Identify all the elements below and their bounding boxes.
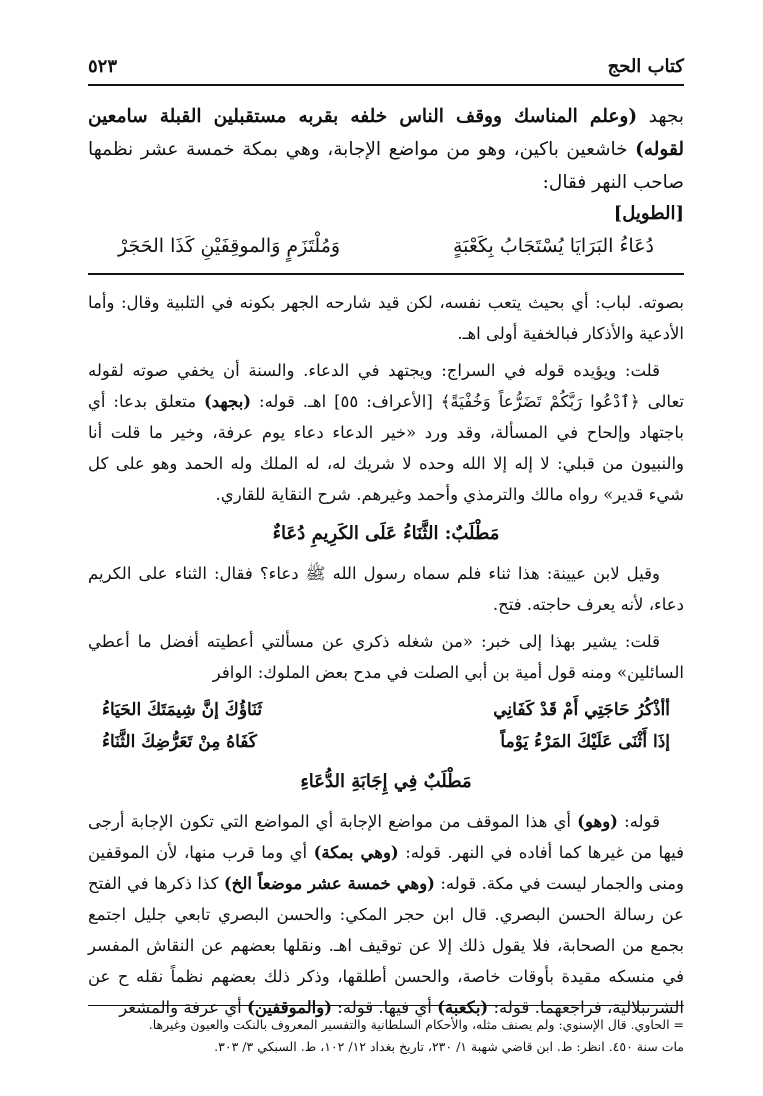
p5-bold-1: (وهو) — [577, 812, 618, 831]
p2-text-c: متعلق بدعا: أي باجتهاد وإلحاح في المسألة، وقد ورد «خير الدعاء دعاء يوم عرفة، وخير ما قلت أنا والنبيون من قبلي: لا إله إلا الله وحده لا شريك له، له الملك وله الحمد وهو على كل شيء قدير» رواه مالك والترمذي وأحمد وغيرهم. شرح النقاية للقاري. — [88, 392, 684, 504]
verse-first-hemistich: دُعَاءُ البَرَايَا يُسْتَجَابُ بِكَعْبَةٍ — [452, 235, 654, 257]
quran-quote: ﴿ٱدْعُوا رَبَّكُمْ تَضَرُّعاً وَخُفْيَةً﴾ — [440, 392, 640, 411]
page-header — [88, 52, 684, 86]
p2-bold: (بجهد) — [203, 392, 252, 411]
p5-text-c: أي هذا الموقف من مواضع الإجابة أي المواضع التي تكون الإجابة أرجى فيها من غيرها كما أفاده في النهر. قوله: — [88, 812, 684, 862]
commentary-paragraph-1: بصوته. لباب: أي بحيث يتعب نفسه، لكن قيد شارحه الجهر بكونه في التلبية وقال: وأما الأدعية والأذكار فبالخفية أولى اهـ. — [88, 293, 684, 343]
matn-text — [88, 100, 684, 199]
p2-text-b: [الأعراف: ٥٥] اهـ. قوله: — [259, 392, 433, 411]
commentary-paragraph-2 — [88, 355, 684, 510]
section-heading-1: مَطْلَبٌ: الثَّنَاءُ عَلَى الكَرِيمِ دُعَاءٌ — [272, 523, 500, 544]
poem-row-1-second: ثَنَاؤُكَ إنَّ شِيمَتَكَ الحَيَاءُ — [102, 700, 263, 720]
commentary-paragraph-3: وقيل لابن عيينة: هذا ثناء فلم سماه رسول الله ﷺ دعاء؟ فقال: الثناء على الكريم دعاء، لأنه يعرف حاجته. فتح. — [88, 564, 684, 614]
section-heading-2: مَطْلَبٌ فِي إِجَابَةِ الدُّعَاءِ — [300, 771, 472, 792]
footnotes — [88, 1005, 684, 1058]
section-divider — [88, 273, 684, 275]
commentary-paragraph-4: قلت: يشير بهذا إلى خبر: «من شغله ذكري عن مسألتي أعطيته أفضل ما أعطي السائلين» ومنه قول أمية بن أبي الصلت في مدح بعض الملوك: الوافر — [88, 632, 684, 682]
poem-row-1 — [88, 694, 684, 726]
page-number: ٥٢٣ — [88, 56, 118, 77]
p5-text-a: قوله: — [624, 812, 660, 831]
p5-text-g: أي عرفة والمشعر — [119, 998, 242, 1017]
matn-rest: خاشعين باكين، وهو من مواضع الإجابة، وهي بمكة خمسة عشر نظمها صاحب النهر فقال: — [88, 139, 684, 193]
p5-bold-2: (وهي بمكة) — [313, 843, 399, 862]
poem-row-2-first: إذَا أَثْنَى عَلَيْكَ المَرْءُ يَوْماً — [500, 732, 670, 752]
footnote-line-2: مات سنة ٤٥٠. انظر: ط. ابن قاضي شهبة ١/ ٢٣٠، تاريخ بغداد ١٢/ ١٠٢، ط. السبكي ٣/ ٣٠٣. — [214, 1039, 684, 1054]
p5-bold-4: (بكعبة) — [437, 998, 489, 1017]
p2-text-a: قلت: ويؤيده قوله في السراج: ويجتهد في الدعاء. والسنة أن يخفي صوته لقوله تعالى — [88, 361, 685, 411]
p5-bold-3: (وهي خمسة عشر موضعاً الخ) — [223, 874, 435, 893]
p5-text-d: أي وما قرب منها، لأن الموقفين ومنى والجمار ليست في مكة. قوله: — [88, 843, 684, 893]
commentary-paragraph-5 — [88, 806, 684, 1023]
p5-text-e: كذا ذكرها في الفتح عن رسالة الحسن البصري. قال ابن حجر المكي: والحسن البصري تابعي جليل اجتمع بجمع من الصحابة، فلا يقول ذلك إلا عن توقيف اهـ. ونقلها بعضهم عن النقاش المفسر في منسكه مقيدة بأوقات خاصة، والحسن أطلقها، وذكر ذلك بعضهم نظماً نقله ح عن الشرنبلالية، فراجعهما. قوله: — [88, 874, 684, 1017]
poem-row-1-first: أأذْكُرُ حَاجَتِي أَمْ قَدْ كَفَانِي — [493, 700, 670, 720]
p5-bold-5: (والموقفين) — [247, 998, 333, 1017]
poem-row-2-second: كَفَاهُ مِنْ تَعَرُّضِكَ الثَّنَاءُ — [102, 732, 257, 752]
matn-lead: بجهد — [648, 106, 684, 127]
commentary — [88, 287, 684, 1023]
matn-bold-phrase: (وعلم المناسك ووقف الناس خلفه بقربه مستقبلين القبلة سامعين لقوله) — [88, 106, 684, 160]
verse-second-hemistich: وَمُلْتَزَمٍ وَالموقِفَيْنِ كَذَا الحَجَرْ — [118, 235, 341, 257]
meter-label: [الطويل] — [613, 203, 684, 224]
footnote-line-1: = الحاوي. قال الإسنوي: ولم يصنف مثله، والأحكام السلطانية والتفسير المعروف بالنكت والعيون وغيرها. — [148, 1017, 684, 1032]
p5-text-f: أي فيها. قوله: — [337, 998, 432, 1017]
poem-row-2 — [88, 726, 684, 758]
page — [88, 52, 684, 1029]
book-title: كتاب الحج — [607, 56, 684, 77]
matn-verse — [88, 229, 684, 263]
